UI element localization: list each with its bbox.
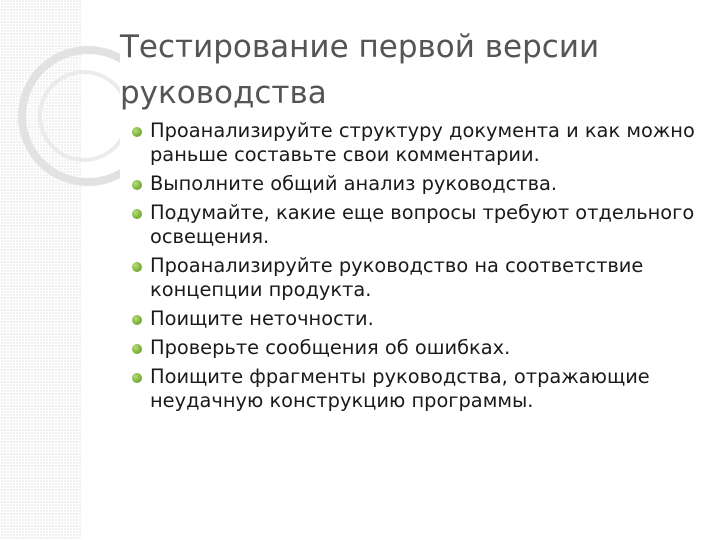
bullet-dot-icon	[132, 209, 142, 219]
decorative-circles	[0, 0, 120, 220]
bullet-dot-icon	[132, 262, 142, 272]
bullet-list	[132, 119, 702, 418]
list-item-text: Проанализируйте структуру документа и как можно раньше составьте свои комментарии.	[150, 119, 695, 166]
list-item	[132, 365, 702, 413]
list-item	[132, 201, 702, 249]
list-item	[132, 254, 702, 302]
bullet-dot-icon	[132, 373, 142, 383]
list-item-text: Проверьте сообщения об ошибках.	[150, 336, 511, 359]
list-item-text: Проанализируйте руководство на соответствие концепции продукта.	[150, 254, 644, 301]
list-item	[132, 119, 702, 167]
slide-title: Тестирование первой версии руководства	[120, 29, 600, 111]
list-item-text: Поищите неточности.	[150, 307, 374, 330]
list-item-text: Поищите фрагменты руководства, отражающие неудачную конструкцию программы.	[150, 365, 650, 412]
bullet-dot-icon	[132, 180, 142, 190]
bullet-dot-icon	[132, 344, 142, 354]
list-item	[132, 336, 702, 360]
bullet-dot-icon	[132, 315, 142, 325]
list-item	[132, 172, 702, 196]
list-item	[132, 307, 702, 331]
list-item-text: Выполните общий анализ руководства.	[150, 172, 558, 195]
bullet-dot-icon	[132, 127, 142, 137]
list-item-text: Подумайте, какие еще вопросы требуют отдельного освещения.	[150, 201, 695, 248]
